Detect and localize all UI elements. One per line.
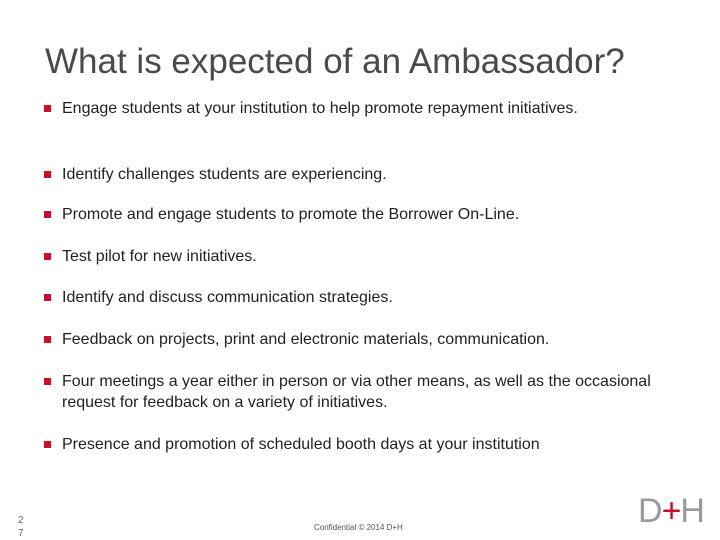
bullet-item bbox=[44, 164, 654, 185]
page-number: 27 bbox=[18, 515, 24, 539]
bullet-item bbox=[44, 204, 654, 225]
bullet-marker-icon bbox=[44, 105, 51, 112]
slide-title: What is expected of an Ambassador? bbox=[45, 42, 625, 81]
bullet-item bbox=[44, 287, 654, 308]
bullet-marker-icon bbox=[44, 294, 51, 301]
dh-logo bbox=[638, 492, 704, 531]
bullet-marker-icon bbox=[44, 211, 51, 218]
bullet-item bbox=[44, 434, 654, 455]
bullet-text: Promote and engage students to promote the Borrower On-Line. bbox=[62, 206, 520, 223]
logo-letter-h: H bbox=[680, 492, 704, 530]
bullet-item bbox=[44, 98, 654, 119]
bullet-item bbox=[44, 329, 654, 350]
bullet-text: Feedback on projects, print and electronic materials, communication. bbox=[62, 331, 550, 348]
bullet-text: Presence and promotion of scheduled booth days at your institution bbox=[62, 436, 540, 453]
bullet-item bbox=[44, 371, 654, 413]
bullet-marker-icon bbox=[44, 441, 51, 448]
bullet-text: Identify and discuss communication strategies. bbox=[62, 289, 393, 306]
bullet-marker-icon bbox=[44, 253, 51, 260]
footer-confidential: Confidential © 2014 D+H bbox=[314, 523, 403, 532]
bullet-text: Identify challenges students are experiencing. bbox=[62, 166, 387, 183]
bullet-text: Test pilot for new initiatives. bbox=[62, 248, 257, 265]
bullet-marker-icon bbox=[44, 336, 51, 343]
logo-letter-d: D bbox=[638, 492, 662, 530]
logo-plus-icon: + bbox=[661, 492, 681, 530]
bullet-text: Engage students at your institution to help promote repayment initiatives. bbox=[62, 100, 578, 117]
bullet-marker-icon bbox=[44, 378, 51, 385]
bullet-item bbox=[44, 246, 654, 267]
bullet-text: Four meetings a year either in person or via other means, as well as the occasional request for feedback on a variety of initiatives. bbox=[62, 373, 651, 411]
bullet-marker-icon bbox=[44, 171, 51, 178]
